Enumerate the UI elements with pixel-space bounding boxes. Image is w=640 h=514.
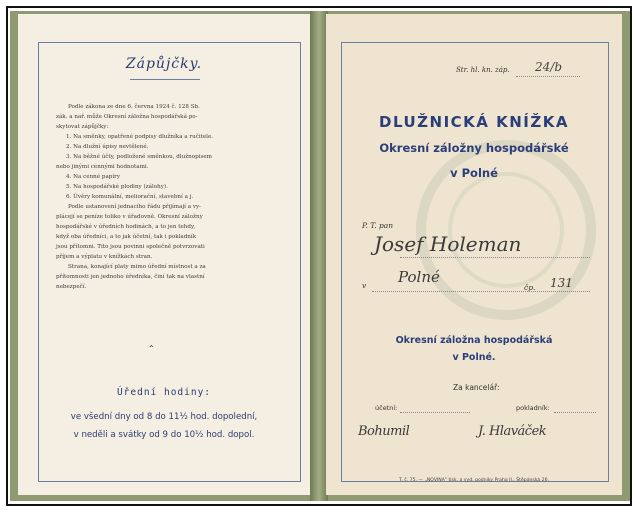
loans-text — [56, 102, 288, 292]
cashier-label: pokladník: — [516, 404, 550, 412]
office-hours-weekday: ve všední dny od 8 do 11½ hod. dopolední, — [70, 412, 258, 422]
loans-text-line: když oba úředníci, a to jak účetní, tak i pokladník — [56, 234, 197, 240]
register-dotline — [516, 76, 580, 77]
watermark-seal-inner-icon — [448, 172, 564, 288]
loans-text-line: nebezpečí. — [56, 284, 87, 290]
holder-name: Josef Holeman — [374, 232, 522, 256]
bank-town: v Polné. — [452, 352, 496, 363]
register-label: Str. hl. kn. záp. — [456, 66, 510, 74]
office-hours-title: Úřední hodiny: — [116, 387, 212, 398]
loans-text-line: příjem a výplatu v knížkách stran. — [56, 254, 153, 260]
v-label: v — [362, 281, 367, 290]
cashier-dotline — [554, 412, 596, 413]
loans-text-line: zák. a nař. může Okresní záložna hospodářská po- — [56, 114, 198, 120]
loans-text-line: přítomnosti jen jednoho úředníka, činí tak na vlastní — [56, 274, 205, 280]
loans-text-line: 6. Úvěry komunální, meliorační, stavební a j. — [66, 194, 194, 200]
loans-text-line: Strana, konající platy mimo úřední místnost a za — [68, 264, 206, 270]
loans-text-line: 2. Na dlužní úpisy nevtělené. — [66, 144, 149, 150]
cp-label: čp. — [524, 283, 536, 292]
accountant-label: účetní: — [375, 404, 398, 412]
loans-text-line: nebo jinými cennými hodnotami. — [56, 164, 149, 170]
pt-label: P. T. pan — [362, 221, 394, 230]
loans-text-line: 3. Na běžné účty, podložené směnkou, dlužnopisem — [66, 154, 212, 160]
loans-text-line: 1. Na směnky, opatřené podpisy dlužníka a ručitele. — [66, 134, 214, 140]
ornament-icon: ⌃ — [148, 344, 155, 353]
register-value: 24/b — [535, 60, 562, 74]
loans-text-line: skytovat zápůjčky: — [56, 124, 109, 130]
holder-town: Polné — [398, 268, 440, 286]
document-title: DLUŽNICKÁ KNÍŽKA — [379, 113, 569, 131]
town-dotline — [372, 291, 590, 292]
name-dotline — [400, 257, 590, 258]
printer-imprint: T. č. 75. — „NOVINA" tisk. a vyd. podniky Praha II., Štěpánská 26. — [399, 478, 549, 483]
loans-text-line: Podle ustanovení jednacího řádu přijímají a vy- — [68, 204, 202, 210]
loans-text-line: 4. Na cenné papíry — [66, 174, 120, 180]
signature-accountant: Bohumil — [358, 424, 410, 439]
office-hours-sunday: v neděli a svátky od 9 do 10½ hod. dopol. — [73, 430, 255, 440]
accountant-dotline — [400, 412, 470, 413]
loans-text-line: plácejí se peníze toliko v úřadovně. Okresní záložny — [56, 214, 203, 220]
loans-text-line: Podle zákona ze dne 6. června 1924 č. 128 Sb. — [68, 104, 200, 110]
document-subtitle-town: v Polné — [450, 166, 498, 180]
loans-text-line: 5. Na hospodářské plodiny (zálohy). — [66, 184, 168, 190]
office-label: Za kancelář: — [453, 383, 500, 392]
bank-name: Okresní záložna hospodářská — [395, 335, 553, 346]
document-subtitle: Okresní záložny hospodářské — [379, 141, 569, 155]
loans-text-line: jsou přítomni. Tito jsou povinni společně potvrzovati — [56, 244, 205, 250]
left-page — [18, 14, 310, 495]
title-underline — [130, 79, 200, 80]
loans-text-line: hospodářské v úředních hodinách, a to jen tehdy, — [56, 224, 196, 230]
signature-cashier: J. Hlaváček — [478, 424, 547, 439]
cp-value: 131 — [550, 276, 573, 290]
loans-title: Zápůjčky. — [125, 56, 203, 72]
